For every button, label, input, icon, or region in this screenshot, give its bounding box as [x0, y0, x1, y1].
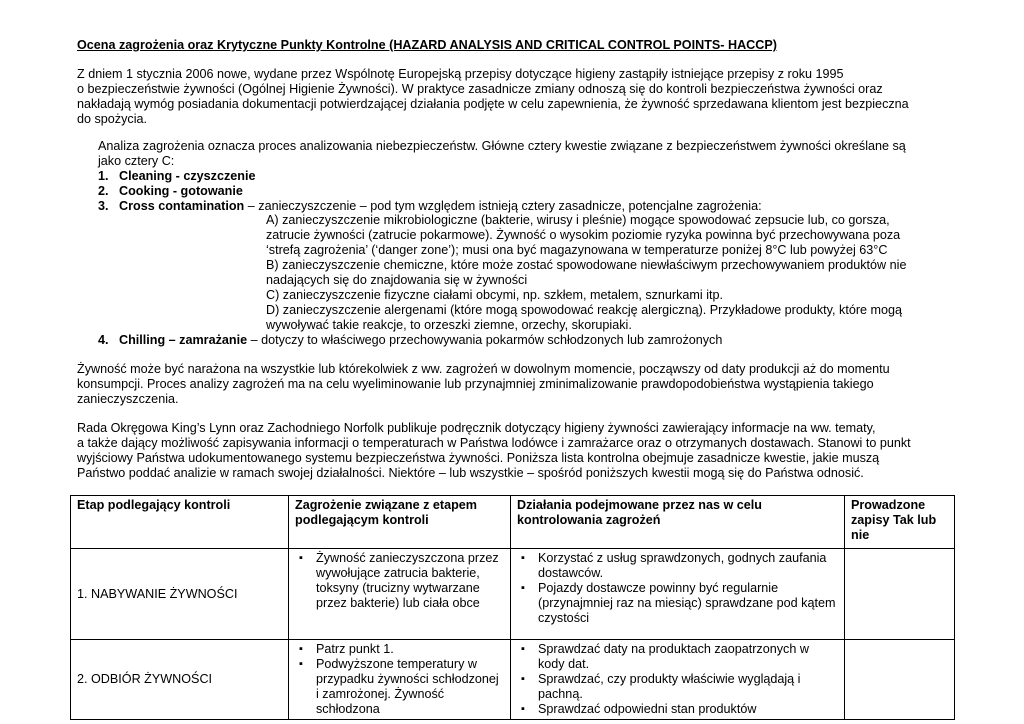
actions-cell	[511, 549, 845, 640]
list-item-title: Cooking - gotowanie	[119, 184, 243, 198]
records-cell[interactable]	[845, 549, 955, 640]
council-line: Państwo poddać analizie w ramach swojej działalności. Niektóre – lub wszystkie – spośród poniższych kwestii mogą się do Państwa odnosić.	[77, 466, 864, 480]
contamination-line: C) zanieczyszczenie fizyczne ciałami obcymi, np. szkłem, metalem, sznurkami itp.	[266, 288, 724, 302]
hazard-cell	[289, 549, 511, 640]
action-item: ▪ Sprawdzać odpowiedni stan produktów	[517, 702, 838, 717]
header-stage: Etap podlegający kontroli	[71, 496, 289, 549]
table-row	[71, 640, 955, 720]
header-records: Prowadzone zapisy Tak lub nie	[845, 496, 955, 549]
list-item	[98, 169, 762, 184]
risk-line: zanieczyszczenia.	[77, 392, 179, 406]
contamination-line: A) zanieczyszczenie mikrobiologiczne (bakterie, wirusy i pleśnie) mogące spowodować zepsucie lub, co gorsza,	[266, 213, 890, 227]
analysis-line: Analiza zagrożenia oznacza proces analizowania niebezpieczeństw. Główne cztery kwestie związane z bezpieczeństwem żywności określane są	[98, 139, 906, 153]
list-item	[98, 333, 722, 348]
council-line: wyjściowy Państwa udokumentowanego systemu bezpieczeństwa żywności. Poniższa lista kontrolna obejmuje zasadnicze kwestie, jakie muszą	[77, 451, 880, 465]
header-actions: Działania podejmowane przez nas w celu kontrolowania zagrożeń	[511, 496, 845, 549]
hazard-item: ▪ Patrz punkt 1.	[295, 642, 504, 657]
list-item-title: Chilling – zamrażanie	[119, 333, 248, 347]
four-c-list-a	[98, 169, 762, 214]
list-item-text: – zanieczyszczenie – pod tym względem istnieją cztery zasadnicze, potencjalne zagrożenia:	[244, 199, 762, 213]
actions-list	[517, 642, 838, 717]
stage-cell: 2. ODBIÓR ŻYWNOŚCI	[71, 640, 289, 720]
risk-line: konsumpcji. Proces analizy zagrożeń ma na celu wyeliminowanie lub przynajmniej zminimalizowanie prawdopodobieństwa wystąpienia takiego	[77, 377, 874, 391]
action-item: ▪ Sprawdzać, czy produkty właściwie wyglądają i pachną.	[517, 672, 838, 702]
hazard-list	[295, 642, 504, 717]
table-header-row	[71, 496, 955, 549]
stage-cell: 1. NABYWANIE ŻYWNOŚCI	[71, 549, 289, 640]
header-hazard: Zagrożenie związane z etapem podlegającym kontroli	[289, 496, 511, 549]
council-line: a także dający możliwość zapisywania informacji o temperaturach w Państwa lodówce i zamrażarce oraz o otrzymanych dostawach. Stanowi to punkt	[77, 436, 911, 450]
list-item	[98, 199, 762, 214]
contamination-types	[266, 213, 906, 333]
action-item: ▪ Pojazdy dostawcze powinny być regularnie (przynajmniej raz na miesiąc) sprawdzane pod kątem czystości	[517, 581, 838, 626]
four-c-list-b	[98, 333, 722, 348]
intro-line: do spożycia.	[77, 112, 148, 126]
contamination-line: ‘strefą zagrożenia’ (‘danger zone’); musi ona być magazynowana w temperaturze poniżej 8°C lub powyżej 63°C	[266, 243, 888, 257]
council-line: Rada Okręgowa King’s Lynn oraz Zachodniego Norfolk publikuje podręcznik dotyczący higieny żywności zawierający informacje na ww. tematy,	[77, 421, 876, 435]
records-cell[interactable]	[845, 640, 955, 720]
document-title: Ocena zagrożenia oraz Krytyczne Punkty Kontrolne (HAZARD ANALYSIS AND CRITICAL CONTROL POINTS- HACCP)	[77, 38, 777, 52]
list-number: 4.	[98, 333, 109, 347]
table-row	[71, 549, 955, 640]
analysis-line: jako cztery C:	[98, 154, 175, 168]
risk-paragraph	[77, 362, 967, 407]
risk-line: Żywność może być narażona na wszystkie lub którekolwiek z ww. zagrożeń w dowolnym momencie, począwszy od daty produkcji aż do momentu	[77, 362, 890, 376]
actions-list	[517, 551, 838, 626]
hazard-list	[295, 551, 504, 611]
hazard-item: ▪ Podwyższone temperatury w przypadku żywności schłodzonej i zamrożonej. Żywność schłodzona	[295, 657, 504, 717]
hazard-item: ▪ Żywność zanieczyszczona przez wywołujące zatrucia bakterie, toksyny (trucizny wytwarzane przez bakterie) lub ciała obce	[295, 551, 504, 611]
list-item-text: – dotyczy to właściwego przechowywania pokarmów schłodzonych lub zamrożonych	[247, 333, 723, 347]
action-item: ▪ Korzystać z usług sprawdzonych, godnych zaufania dostawców.	[517, 551, 838, 581]
contamination-line: wywoływać takie reakcje, to orzeszki ziemne, orzechy, skorupiaki.	[266, 318, 632, 332]
analysis-paragraph	[98, 139, 906, 169]
council-paragraph	[77, 421, 967, 481]
intro-line: o bezpieczeństwie żywności (Ogólnej Higienie Żywności). W praktyce zasadnicze zmiany odnoszą się do kontroli bezpieczeństwa żywności oraz	[77, 82, 883, 96]
list-number: 1.	[98, 169, 109, 183]
contamination-line: nadających się do znajdowania się w żywności	[266, 273, 528, 287]
list-number: 3.	[98, 199, 109, 213]
list-item	[98, 184, 762, 199]
contamination-line: zatrucie żywności (zatrucie pokarmowe). Żywność o wysokim poziomie ryzyka powinna być przechowywana poza	[266, 228, 901, 242]
haccp-checklist-table	[70, 495, 955, 720]
list-number: 2.	[98, 184, 109, 198]
intro-paragraph	[77, 67, 967, 127]
list-item-title: Cleaning - czyszczenie	[119, 169, 256, 183]
list-item-title: Cross contamination	[119, 199, 245, 213]
contamination-line: B) zanieczyszczenie chemiczne, które może zostać spowodowane niewłaściwym przechowywaniem produktów nie	[266, 258, 907, 272]
intro-line: Z dniem 1 stycznia 2006 nowe, wydane przez Wspólnotę Europejską przepisy dotyczące higieny zastąpiły istniejące przepisy z roku 1995	[77, 67, 844, 81]
actions-cell	[511, 640, 845, 720]
intro-line: nakładają wymóg posiadania dokumentacji potwierdzającej działania podjęte w celu zapewnienia, że żywność sprzedawana klientom jest bezpieczna	[77, 97, 909, 111]
action-item: ▪ Sprawdzać daty na produktach zaopatrzonych w kody dat.	[517, 642, 838, 672]
contamination-line: D) zanieczyszczenie alergenami (które mogą spowodować reakcję alergiczną). Przykładowe produkty, które mogą	[266, 303, 903, 317]
hazard-cell	[289, 640, 511, 720]
